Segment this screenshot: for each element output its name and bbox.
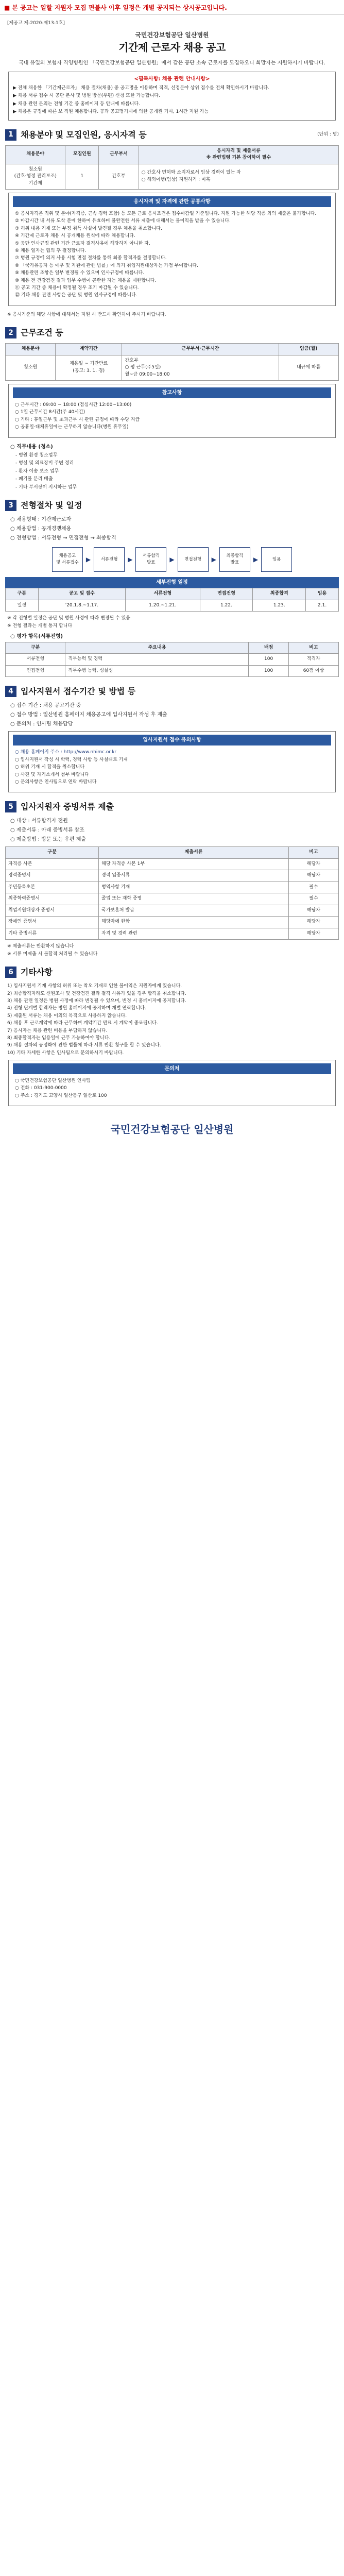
table-cell: 1.22. [200, 600, 253, 612]
arrow-right-icon: ▶ [253, 556, 259, 564]
conditions-table [5, 343, 339, 381]
col-header: 채용분야 [6, 344, 56, 355]
info-line: ○ 제출방법 : 방문 또는 우편 제출 [10, 837, 87, 843]
table-cell: 자격 및 경력 관련 [99, 928, 289, 940]
note-line: ※ 전형 결과는 개별 통지 합니다 [7, 623, 73, 629]
table-row [6, 882, 339, 893]
cell-dept: 간호부 [99, 164, 139, 190]
col-header: 공고 및 접수 [38, 588, 125, 600]
note-line: ○ 문의사항은 인사팀으로 연락 바랍니다 [15, 779, 97, 785]
recruit-table [5, 145, 339, 190]
col-header: 제출서류 [99, 847, 289, 859]
note-line: ⑥ 채용 일자는 협의 후 결정합니다. [15, 248, 87, 253]
table-row [6, 917, 339, 928]
duty-item: - 기타 부서장이 지시하는 업무 [15, 484, 77, 490]
note-line: ○ 허위 기재 시 합격을 취소합니다 [15, 765, 85, 770]
duty-item: - 폐기물 분리 배출 [15, 477, 53, 482]
note-line: ○ 전화 : 031-900-0000 [15, 1086, 67, 1091]
notice-item: ▶ 채용 서류 접수 시 공단 본사 및 병원 방문(우편) 신청 또한 가능합니다. [13, 93, 160, 98]
schedule-table [5, 588, 339, 612]
col-header: 면접전형 [200, 588, 253, 600]
section-title: 근무조건 등 [21, 328, 63, 338]
list-item: 7) 응시자는 채용 관련 비용을 부담하지 않습니다. [7, 1028, 108, 1033]
table-cell: 해당자 [288, 928, 338, 940]
table-cell: 해당자에 한함 [99, 917, 289, 928]
note-line: ⑩ 채용 전 건강검진 결과 업무 수행이 곤란한 자는 채용을 제한합니다. [15, 278, 157, 283]
process-step: 채용공고 및 서류접수 [52, 547, 83, 572]
cell-field: 청소원 [6, 355, 56, 381]
duty-item: - 환자 이송 보조 업무 [15, 468, 59, 474]
section-4-header [5, 685, 339, 698]
arrow-right-icon: ▶ [169, 556, 175, 564]
table-cell: 일정 [6, 600, 39, 612]
note-line: ○ 기타 : 휴일근무 및 초과근무 시 관련 규정에 따라 수당 지급 [15, 417, 140, 422]
info-line: ○ 문의처 : 인사팀 채용담당 [10, 721, 73, 727]
sec1-tail: ※ 응시기준의 해당 사항에 대해서는 지원 시 반드시 확인하여 주시기 바랍니다. [7, 312, 166, 317]
col-header: 근무부서 [99, 145, 139, 164]
info-line: ○ 채용형태 : 기간제근로자 [10, 517, 72, 523]
table-row [6, 858, 339, 870]
list-item: 9) 채용 절차의 공정화에 관한 법률에 따라 서류 반환 청구를 할 수 있습니다. [7, 1043, 161, 1048]
note-line[interactable]: ○ 채용 홈페이지 주소 : http://www.nhimc.or.kr [15, 750, 117, 755]
info-line: ○ 제출서류 : 아래 증빙서류 참조 [10, 827, 84, 834]
note-line: ⑪ 공고 기간 중 채용이 확정될 경우 조기 마감될 수 있습니다. [15, 285, 139, 291]
table-row [6, 870, 339, 882]
table-cell: 취업지원대상자 증명서 [6, 905, 99, 917]
process-step: 임용 [261, 547, 292, 572]
note-line: ④ 기간제 근로자 채용 시 공개채용 원칙에 따라 채용합니다. [15, 233, 135, 239]
section-title: 채용분야 및 모집인원, 응시자격 등 [21, 129, 147, 140]
col-header: 비고 [288, 847, 338, 859]
page-title: 기간제 근로자 채용 공고 [118, 41, 226, 54]
sec2-sub-box [8, 384, 336, 438]
list-item: 4) 전형 단계별 합격자는 병원 홈페이지에 공지하며 개별 연락합니다. [7, 1006, 146, 1011]
table-cell: 100 [249, 654, 289, 666]
cell-count: 1 [65, 164, 99, 190]
process-step: 최종합격 발표 [219, 547, 250, 572]
section-5-header [5, 801, 339, 813]
col-header: 구분 [6, 642, 65, 654]
table-row [6, 905, 339, 917]
note-line: ○ 1일 근무시간 8시간(주 40시간) [15, 410, 85, 415]
info-line: ○ 채용방법 : 공개경쟁채용 [10, 526, 72, 532]
note-line: ※ 각 전형별 일정은 공단 및 병원 사정에 따라 변경될 수 있음 [7, 616, 130, 621]
col-header: 응시자격 및 제출서류 ※ 관련법령 기본 참여하여 필수 [139, 145, 338, 164]
table-cell: 면접전형 [6, 665, 65, 677]
section-1-header [5, 129, 339, 141]
arrow-right-icon: ▶ [85, 556, 91, 564]
table-cell: 필수 [288, 882, 338, 893]
table-cell: 필수 [288, 893, 338, 905]
table-cell: 최종학력증명서 [6, 893, 99, 905]
notice-box-title: <필독사항: 채용 관련 안내사항> [134, 76, 210, 82]
eval-table [5, 642, 339, 677]
table-cell: 장애인 증명서 [6, 917, 99, 928]
note-line: ○ 입사지원서 작성 시 학력, 경력 사항 등 사실대로 기재 [15, 757, 128, 762]
note-line: ○ 주소 : 경기도 고양시 일산동구 일산로 100 [15, 1093, 107, 1098]
org-name: 국민건강보험공단 일산병원 [135, 31, 209, 39]
note-line: ③ 허위 내용 기재 또는 부정 취득 사실이 발견될 경우 채용을 취소합니다. [15, 226, 162, 231]
section-title: 전형절차 및 일정 [21, 500, 82, 511]
table-cell: 해당자 [288, 858, 338, 870]
table-cell: 국가보훈처 발급 [99, 905, 289, 917]
contact-box [8, 1060, 336, 1106]
table-cell: 주민등록초본 [6, 882, 99, 893]
process-step: 서류전형 [94, 547, 125, 572]
duty-item: - 병실 및 의료장비 주변 정리 [15, 461, 74, 466]
list-item: 8) 최종합격자는 임용일에 근무 가능하여야 합니다. [7, 1035, 111, 1041]
note-line: ② 마감시간 내 서류 도착 분에 한하여 유효하며 불완전한 서류 제출에 대해서는 불이익을 받을 수 있습니다. [15, 218, 231, 224]
notice-banner: ■ 본 공고는 일할 지원자 모집 편불사 이후 일정은 개별 공지되는 상시공고입니다. [0, 0, 344, 15]
info-line: ○ 접수 방법 : 일산병원 홈페이지 채용공고에 입사지원서 작성 후 제출 [10, 712, 167, 718]
note-line: ⑧ 「국가유공자 등 예우 및 지원에 관한 법률」에 의거 취업지원대상자는 가점 부여합니다. [15, 263, 198, 268]
table-row [6, 665, 339, 677]
list-item: 1) 입사지원서 기재 사항의 허위 또는 착오 기재로 인한 불이익은 지원자에게 있습니다. [7, 984, 182, 989]
table-cell: 해당 자격증 사본 1부 [99, 858, 289, 870]
col-header: 서류전형 [126, 588, 200, 600]
cell-req: ○ 간호사 면허와 소지자로서 임상 경력이 있는 자 ○ 해외여행(임상) 지원하기 : 미혹 [139, 164, 338, 190]
table-cell: 직무능력 및 경력 [65, 654, 249, 666]
table-cell: 서류전형 [6, 654, 65, 666]
note-line: ○ 국민건강보험공단 일산병원 인사팀 [15, 1078, 91, 1084]
col-header: 배점 [249, 642, 289, 654]
cell-dept: 간호부 ○ 평 근무(주5일) 월~금 09:00~18:00 [122, 355, 279, 381]
section-title: 기타사항 [21, 967, 53, 977]
section-number: 5 [5, 801, 16, 812]
sec1-notes-title: 응시자격 및 자격에 관한 공통사항 [13, 196, 331, 207]
note-line: ○ 사진 및 자기소개서 첨부 바랍니다 [15, 772, 89, 777]
documents-table [5, 846, 339, 940]
table-cell: 경력 입증서류 [99, 870, 289, 882]
table-cell: 졸업 또는 재학 증명 [99, 893, 289, 905]
contact-title: 문의처 [13, 1063, 331, 1074]
section-title: 입사지원자 증빙서류 제출 [21, 802, 114, 812]
section-title: 입사지원서 접수기간 및 방법 등 [21, 686, 136, 697]
table-cell: 60점 이상 [288, 665, 338, 677]
eval-title: ○ 평가 항목(서류전형) [10, 633, 63, 639]
note-line: ○ 근무시간 : 09:00 ~ 18:00 (점심시간 12:00~13:00) [15, 402, 132, 408]
col-header: 임금(월) [279, 344, 338, 355]
note-line: ⑦ 병원 규정에 의거 사용 시험 면접 절차를 통해 최종 합격자를 결정합니다. [15, 256, 167, 261]
note-line: ⑨ 채용관련 조항은 일부 변경될 수 있으며 인사규정에 따릅니다. [15, 270, 145, 276]
notice-item: ▶ 채용 관련 문의는 전형 기간 중 홈페이지 등 안내에 따릅니다. [13, 101, 141, 107]
sec1-notes-box [8, 193, 336, 306]
col-header: 비고 [288, 642, 338, 654]
note-line: ○ 공휴일·대체휴일에는 근무하지 않습니다(병원 휴무일) [15, 425, 129, 430]
sec4-box [8, 731, 336, 792]
list-item: 2) 최종합격자라도 신원조사 및 건강검진 결과 결격 사유가 있을 경우 합격을 취소합니다. [7, 991, 186, 996]
process-step: 면접전형 [178, 547, 209, 572]
note-line: ※ 서류 미제출 시 불합격 처리될 수 있습니다 [7, 951, 98, 957]
table-cell: 적격자 [288, 654, 338, 666]
col-header: 구분 [6, 847, 99, 859]
sec4-box-title: 입사지원서 접수 유의사항 [13, 735, 331, 745]
duty-title: ○ 직무내용 (청소) [10, 444, 53, 450]
table-row [6, 893, 339, 905]
table-cell: 1.23. [253, 600, 306, 612]
note-line: ⑤ 공단 인사규정 관련 기간 근로자 결격사유에 해당하지 아니한 자. [15, 241, 150, 246]
unit-label: (단위 : 명) [317, 131, 339, 137]
col-header: 계약기간 [56, 344, 122, 355]
section-6-header [5, 966, 339, 978]
list-item: 3) 채용 관련 일정은 병원 사정에 따라 변경될 수 있으며, 변경 시 홈페이지에 공지합니다. [7, 998, 186, 1004]
sec2-sub-title: 참고사항 [13, 387, 331, 398]
table-cell: 100 [249, 665, 289, 677]
section-number: 4 [5, 686, 16, 697]
note-line: ① 응시자격은 직위 및 분야(자격증, 근속 경력 포함) 등 모든 근로 응시조건은 접수마감일 기준입니다. 지원 가능한 해당 직종 외의 제출은 불가합니다. [15, 211, 317, 216]
notice-box [8, 72, 336, 121]
table-cell: 기타 증빙서류 [6, 928, 99, 940]
table-cell: 1.20.~1.21. [126, 600, 200, 612]
table-cell: 병역사항 기재 [99, 882, 289, 893]
col-header: 주요내용 [65, 642, 249, 654]
arrow-right-icon: ▶ [128, 556, 133, 564]
info-line: ○ 대상 : 서류합격자 전원 [10, 818, 68, 824]
intro-text: 국내 유일의 보험자 직영병원인 「국민건강보험공단 일산병원」에서 같은 공단 소속 근로자를 모집하오니 희망자는 지원하시기 바랍니다. [19, 60, 325, 66]
list-item: 5) 제출된 서류는 채용 이외의 목적으로 사용하지 않습니다. [7, 1013, 127, 1019]
col-header: 최종합격 [253, 588, 306, 600]
col-header: 임용 [306, 588, 339, 600]
list-item: 10) 기타 자세한 사항은 인사팀으로 문의하시기 바랍니다. [7, 1050, 124, 1056]
table-cell: 해당자 [288, 870, 338, 882]
section-number: 3 [5, 500, 16, 511]
note-line: ※ 제출서류는 반환하지 않습니다 [7, 944, 74, 950]
process-flow [5, 547, 339, 572]
table-cell: 직무수행 능력, 성실성 [65, 665, 249, 677]
col-header: 채용분야 [6, 145, 65, 164]
process-step: 서류합격 발표 [135, 547, 166, 572]
note-line: ⑫ 기타 채용 관련 사항은 공단 및 병원 인사규정에 따릅니다. [15, 293, 137, 298]
section-number: 2 [5, 327, 16, 338]
table-cell: 자격증 사본 [6, 858, 99, 870]
list-item: 6) 채용 후 근로계약에 따라 근무하며 계약기간 만료 시 계약이 종료됩니다. [7, 1021, 158, 1026]
table-cell: 해당자 [288, 905, 338, 917]
section-3-header [5, 499, 339, 512]
notice-item: ▶ 전체 채용한 「기간제근로자」 채용 절차(채용) 중 공고명을 이용하며 적격, 선정분야 상위 점수를 전체 확인하시기 바랍니다. [13, 85, 269, 91]
arrow-right-icon: ▶ [211, 556, 216, 564]
table-cell: 경력증명서 [6, 870, 99, 882]
col-header: 모집인원 [65, 145, 99, 164]
table-cell: 2.1. [306, 600, 339, 612]
header [5, 30, 339, 55]
table-row [6, 928, 339, 940]
section-2-header [5, 327, 339, 339]
table-cell: 해당자 [288, 917, 338, 928]
col-header: 근무부서·근무시간 [122, 344, 279, 355]
footer-org-name: 국민건강보험공단 일산병원 [110, 1123, 234, 1136]
cell-field: 청소원 (간호·행정 관리보조) 기간제 [6, 164, 65, 190]
info-line: ○ 접수 기간 : 채용 공고기간 중 [10, 703, 81, 709]
section-number: 6 [5, 967, 16, 978]
schedule-title: 세부전형 일정 [5, 577, 339, 588]
table-row [6, 654, 339, 666]
section-number: 1 [5, 129, 16, 141]
cell-period: 채용일 ~ 기간만료 (공고: 3. 1. 경) [56, 355, 122, 381]
duty-item: - 병원 환경 청소업무 [15, 452, 58, 458]
table-cell: '20.1.8.~1.17. [38, 600, 125, 612]
info-line: ○ 전형방법 : 서류전형 → 면접전형 → 최종합격 [10, 535, 116, 541]
notice-item: ▶ 채용은 규정에 따른 보 직원 채용합니다. 공과 공고명기재에 의한 공개원 기시, 1시간 지원 가능 [13, 109, 209, 114]
notice-number: [제공고 제-2020-제13-1호] [7, 21, 65, 26]
col-header: 구분 [6, 588, 39, 600]
cell-pay: 내규에 따름 [279, 355, 338, 381]
